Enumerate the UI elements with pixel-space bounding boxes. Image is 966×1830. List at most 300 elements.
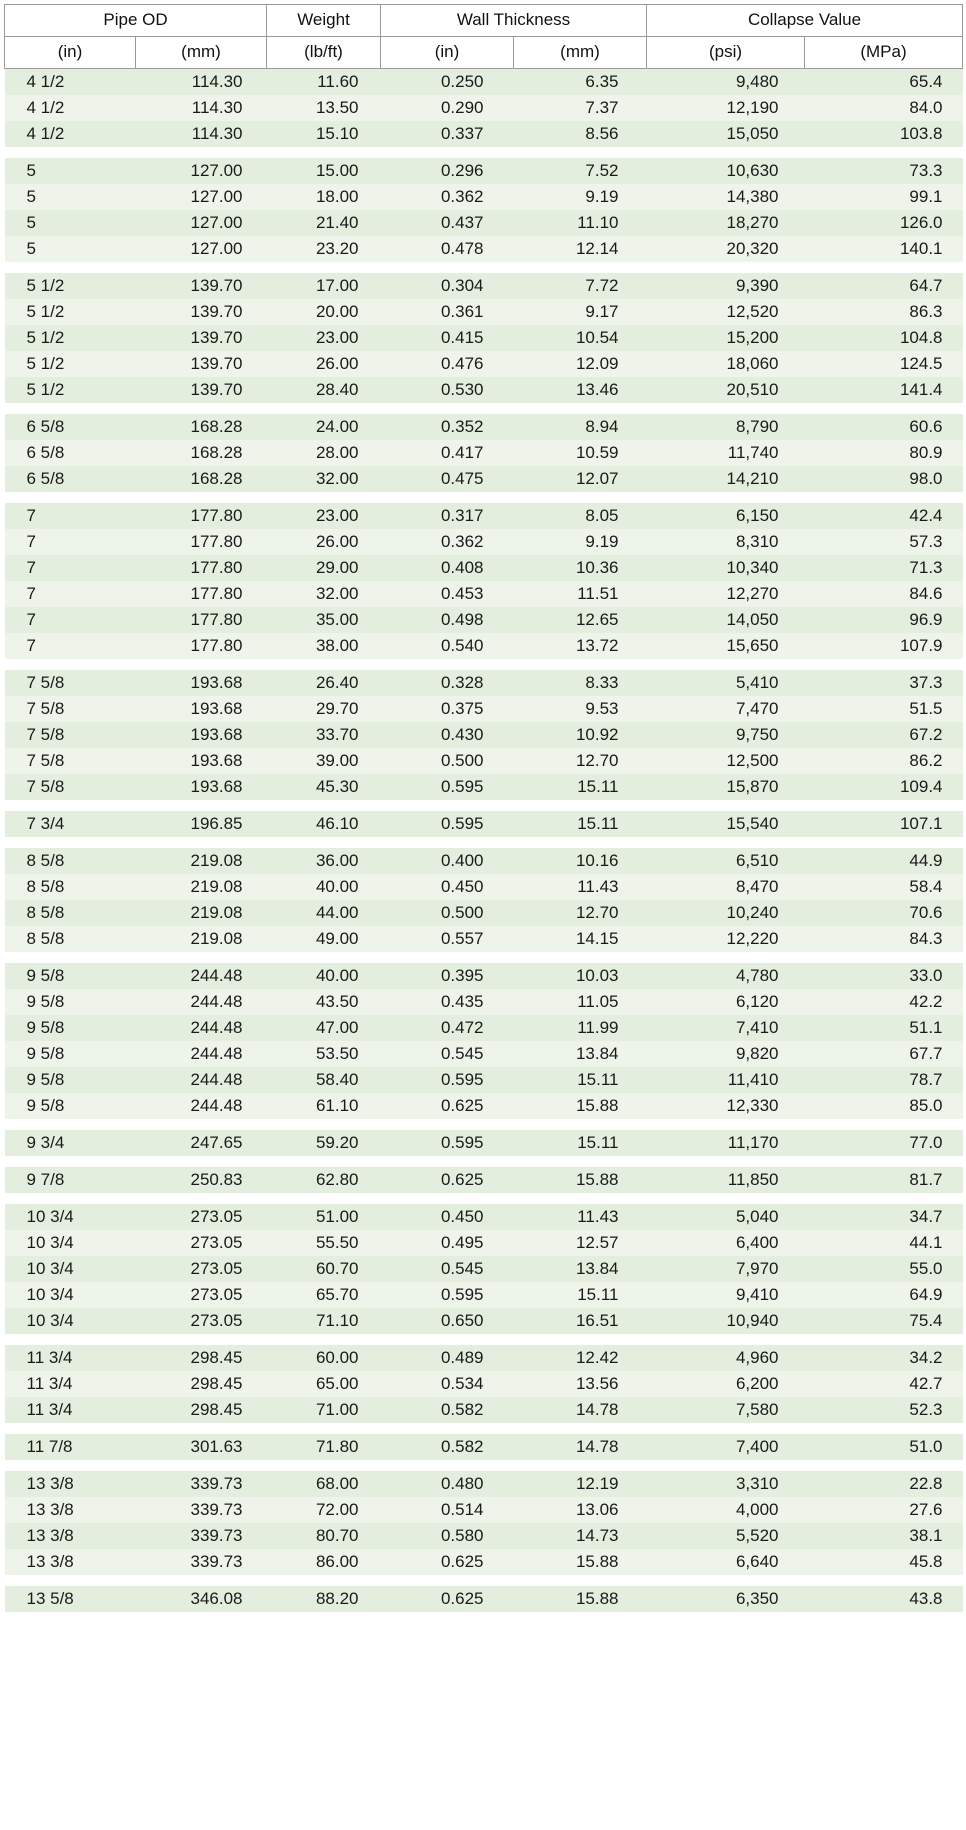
cell-psi: 18,270 (647, 210, 805, 236)
cell-tin: 0.430 (381, 722, 514, 748)
cell-psi: 7,580 (647, 1397, 805, 1423)
table-row (5, 1282, 963, 1308)
cell-wt: 68.00 (267, 1471, 381, 1497)
cell-wt: 88.20 (267, 1586, 381, 1612)
cell-psi: 6,350 (647, 1586, 805, 1612)
header-unit-collapse-psi: (psi) (647, 37, 805, 69)
cell-odmm: 339.73 (136, 1549, 267, 1575)
table-row (5, 69, 963, 96)
cell-tmm: 15.11 (514, 1130, 647, 1156)
cell-tmm: 11.05 (514, 989, 647, 1015)
header-unit-wall-mm: (mm) (514, 37, 647, 69)
cell-mpa: 99.1 (805, 184, 963, 210)
cell-od: 10 3/4 (5, 1230, 136, 1256)
table-row (5, 1471, 963, 1497)
cell-od: 8 5/8 (5, 848, 136, 874)
cell-mpa: 81.7 (805, 1167, 963, 1193)
cell-wt: 15.00 (267, 158, 381, 184)
header-group-wall-thickness: Wall Thickness (381, 5, 647, 37)
cell-wt: 45.30 (267, 774, 381, 800)
cell-mpa: 73.3 (805, 158, 963, 184)
cell-odmm: 273.05 (136, 1256, 267, 1282)
cell-wt: 53.50 (267, 1041, 381, 1067)
cell-od: 10 3/4 (5, 1308, 136, 1334)
cell-wt: 23.00 (267, 325, 381, 351)
cell-wt: 80.70 (267, 1523, 381, 1549)
cell-mpa: 109.4 (805, 774, 963, 800)
table-row (5, 1345, 963, 1371)
cell-od: 5 (5, 210, 136, 236)
table-row-spacer (5, 262, 963, 273)
cell-wt: 40.00 (267, 874, 381, 900)
cell-tin: 0.476 (381, 351, 514, 377)
table-row (5, 696, 963, 722)
cell-tin: 0.595 (381, 1067, 514, 1093)
cell-odmm: 127.00 (136, 236, 267, 262)
cell-od: 9 3/4 (5, 1130, 136, 1156)
cell-mpa: 141.4 (805, 377, 963, 403)
table-row-spacer (5, 1575, 963, 1586)
cell-wt: 44.00 (267, 900, 381, 926)
cell-tin: 0.352 (381, 414, 514, 440)
cell-wt: 47.00 (267, 1015, 381, 1041)
header-group-weight: Weight (267, 5, 381, 37)
cell-od: 7 5/8 (5, 748, 136, 774)
cell-tin: 0.362 (381, 184, 514, 210)
cell-od: 4 1/2 (5, 69, 136, 96)
cell-od: 5 (5, 158, 136, 184)
cell-tin: 0.361 (381, 299, 514, 325)
cell-wt: 26.00 (267, 351, 381, 377)
table-row-spacer (5, 659, 963, 670)
cell-mpa: 85.0 (805, 1093, 963, 1119)
cell-odmm: 273.05 (136, 1204, 267, 1230)
cell-odmm: 193.68 (136, 774, 267, 800)
spacer-cell (5, 800, 963, 811)
table-row-spacer (5, 492, 963, 503)
cell-psi: 6,150 (647, 503, 805, 529)
cell-odmm: 139.70 (136, 351, 267, 377)
cell-mpa: 58.4 (805, 874, 963, 900)
cell-wt: 65.70 (267, 1282, 381, 1308)
spacer-cell (5, 1460, 963, 1471)
header-units-row (5, 37, 963, 69)
cell-psi: 10,630 (647, 158, 805, 184)
table-row (5, 414, 963, 440)
cell-odmm: 273.05 (136, 1230, 267, 1256)
header-unit-od-in: (in) (5, 37, 136, 69)
cell-tin: 0.625 (381, 1167, 514, 1193)
table-row (5, 670, 963, 696)
cell-tin: 0.650 (381, 1308, 514, 1334)
cell-wt: 36.00 (267, 848, 381, 874)
cell-psi: 18,060 (647, 351, 805, 377)
cell-wt: 60.00 (267, 1345, 381, 1371)
cell-tmm: 13.84 (514, 1256, 647, 1282)
cell-od: 7 (5, 555, 136, 581)
cell-od: 6 5/8 (5, 414, 136, 440)
cell-wt: 26.40 (267, 670, 381, 696)
cell-psi: 7,970 (647, 1256, 805, 1282)
cell-mpa: 64.7 (805, 273, 963, 299)
table-row-spacer (5, 147, 963, 158)
cell-mpa: 96.9 (805, 607, 963, 633)
cell-od: 7 3/4 (5, 811, 136, 837)
cell-wt: 43.50 (267, 989, 381, 1015)
cell-tmm: 10.59 (514, 440, 647, 466)
cell-odmm: 301.63 (136, 1434, 267, 1460)
cell-wt: 20.00 (267, 299, 381, 325)
cell-tin: 0.489 (381, 1345, 514, 1371)
cell-wt: 86.00 (267, 1549, 381, 1575)
cell-tin: 0.450 (381, 1204, 514, 1230)
table-row-spacer (5, 1193, 963, 1204)
table-row (5, 299, 963, 325)
cell-tin: 0.495 (381, 1230, 514, 1256)
cell-mpa: 71.3 (805, 555, 963, 581)
cell-odmm: 127.00 (136, 210, 267, 236)
cell-odmm: 177.80 (136, 581, 267, 607)
cell-odmm: 346.08 (136, 1586, 267, 1612)
spacer-cell (5, 1423, 963, 1434)
cell-mpa: 45.8 (805, 1549, 963, 1575)
cell-wt: 51.00 (267, 1204, 381, 1230)
cell-mpa: 84.0 (805, 95, 963, 121)
cell-psi: 9,480 (647, 69, 805, 96)
cell-tmm: 8.33 (514, 670, 647, 696)
table-row (5, 1167, 963, 1193)
table-row-spacer (5, 1460, 963, 1471)
cell-tin: 0.400 (381, 848, 514, 874)
cell-tin: 0.328 (381, 670, 514, 696)
table-row (5, 273, 963, 299)
cell-od: 13 3/8 (5, 1497, 136, 1523)
cell-mpa: 27.6 (805, 1497, 963, 1523)
cell-tmm: 10.92 (514, 722, 647, 748)
cell-odmm: 298.45 (136, 1397, 267, 1423)
table-row (5, 325, 963, 351)
cell-tmm: 10.16 (514, 848, 647, 874)
cell-psi: 15,870 (647, 774, 805, 800)
cell-od: 7 (5, 529, 136, 555)
table-row (5, 1015, 963, 1041)
cell-tmm: 15.88 (514, 1586, 647, 1612)
cell-mpa: 43.8 (805, 1586, 963, 1612)
cell-mpa: 51.1 (805, 1015, 963, 1041)
cell-wt: 32.00 (267, 466, 381, 492)
cell-tin: 0.296 (381, 158, 514, 184)
cell-tmm: 7.37 (514, 95, 647, 121)
spacer-cell (5, 952, 963, 963)
spacer-cell (5, 492, 963, 503)
cell-wt: 60.70 (267, 1256, 381, 1282)
cell-psi: 12,330 (647, 1093, 805, 1119)
cell-tin: 0.498 (381, 607, 514, 633)
cell-psi: 12,500 (647, 748, 805, 774)
spacer-cell (5, 1334, 963, 1345)
cell-tin: 0.514 (381, 1497, 514, 1523)
cell-odmm: 247.65 (136, 1130, 267, 1156)
cell-tmm: 8.94 (514, 414, 647, 440)
cell-mpa: 64.9 (805, 1282, 963, 1308)
cell-tmm: 15.88 (514, 1549, 647, 1575)
cell-tin: 0.475 (381, 466, 514, 492)
table-row (5, 210, 963, 236)
cell-wt: 71.80 (267, 1434, 381, 1460)
cell-od: 9 5/8 (5, 1041, 136, 1067)
cell-od: 7 (5, 581, 136, 607)
table-row (5, 1549, 963, 1575)
cell-od: 11 3/4 (5, 1371, 136, 1397)
table-row (5, 581, 963, 607)
header-group-pipe-od: Pipe OD (5, 5, 267, 37)
cell-wt: 18.00 (267, 184, 381, 210)
cell-od: 8 5/8 (5, 926, 136, 952)
cell-tin: 0.478 (381, 236, 514, 262)
cell-mpa: 42.4 (805, 503, 963, 529)
cell-mpa: 107.1 (805, 811, 963, 837)
cell-tmm: 9.53 (514, 696, 647, 722)
cell-odmm: 114.30 (136, 121, 267, 147)
cell-mpa: 57.3 (805, 529, 963, 555)
cell-wt: 71.00 (267, 1397, 381, 1423)
table-row (5, 1434, 963, 1460)
cell-odmm: 127.00 (136, 184, 267, 210)
cell-od: 11 7/8 (5, 1434, 136, 1460)
cell-tin: 0.530 (381, 377, 514, 403)
cell-mpa: 75.4 (805, 1308, 963, 1334)
cell-tmm: 13.56 (514, 1371, 647, 1397)
table-row-spacer (5, 837, 963, 848)
cell-mpa: 60.6 (805, 414, 963, 440)
table-body (5, 69, 963, 1613)
spacer-cell (5, 147, 963, 158)
cell-mpa: 42.7 (805, 1371, 963, 1397)
cell-mpa: 44.1 (805, 1230, 963, 1256)
cell-odmm: 139.70 (136, 299, 267, 325)
cell-wt: 17.00 (267, 273, 381, 299)
cell-od: 5 1/2 (5, 299, 136, 325)
cell-od: 7 (5, 633, 136, 659)
cell-psi: 9,390 (647, 273, 805, 299)
table-row (5, 466, 963, 492)
cell-od: 7 (5, 503, 136, 529)
cell-tmm: 11.99 (514, 1015, 647, 1041)
cell-psi: 15,200 (647, 325, 805, 351)
cell-od: 13 3/8 (5, 1471, 136, 1497)
cell-psi: 15,650 (647, 633, 805, 659)
cell-tin: 0.304 (381, 273, 514, 299)
cell-mpa: 70.6 (805, 900, 963, 926)
cell-tmm: 9.17 (514, 299, 647, 325)
cell-tmm: 13.72 (514, 633, 647, 659)
table-row (5, 121, 963, 147)
cell-tmm: 12.70 (514, 748, 647, 774)
spacer-cell (5, 837, 963, 848)
cell-od: 5 1/2 (5, 325, 136, 351)
cell-odmm: 244.48 (136, 989, 267, 1015)
table-row (5, 184, 963, 210)
cell-wt: 15.10 (267, 121, 381, 147)
cell-tmm: 13.46 (514, 377, 647, 403)
header-group-collapse-value: Collapse Value (647, 5, 963, 37)
cell-mpa: 86.2 (805, 748, 963, 774)
cell-mpa: 84.3 (805, 926, 963, 952)
cell-od: 11 3/4 (5, 1397, 136, 1423)
cell-tin: 0.472 (381, 1015, 514, 1041)
cell-tmm: 15.88 (514, 1093, 647, 1119)
cell-psi: 12,520 (647, 299, 805, 325)
table-row (5, 1230, 963, 1256)
cell-mpa: 84.6 (805, 581, 963, 607)
spacer-cell (5, 659, 963, 670)
cell-tin: 0.500 (381, 900, 514, 926)
cell-tmm: 12.09 (514, 351, 647, 377)
spacer-cell (5, 1193, 963, 1204)
cell-tmm: 7.72 (514, 273, 647, 299)
table-row (5, 1371, 963, 1397)
cell-od: 9 5/8 (5, 963, 136, 989)
cell-psi: 9,750 (647, 722, 805, 748)
cell-psi: 14,380 (647, 184, 805, 210)
cell-odmm: 219.08 (136, 900, 267, 926)
cell-mpa: 126.0 (805, 210, 963, 236)
table-row (5, 748, 963, 774)
cell-tmm: 16.51 (514, 1308, 647, 1334)
cell-wt: 24.00 (267, 414, 381, 440)
table-row (5, 555, 963, 581)
cell-tmm: 11.43 (514, 874, 647, 900)
cell-wt: 38.00 (267, 633, 381, 659)
cell-od: 7 5/8 (5, 696, 136, 722)
cell-wt: 26.00 (267, 529, 381, 555)
table-row (5, 377, 963, 403)
cell-mpa: 37.3 (805, 670, 963, 696)
cell-mpa: 52.3 (805, 1397, 963, 1423)
cell-tmm: 10.54 (514, 325, 647, 351)
cell-mpa: 34.7 (805, 1204, 963, 1230)
table-row (5, 1204, 963, 1230)
cell-mpa: 78.7 (805, 1067, 963, 1093)
cell-odmm: 339.73 (136, 1497, 267, 1523)
cell-odmm: 127.00 (136, 158, 267, 184)
pipe-collapse-table (4, 4, 963, 1612)
table-row-spacer (5, 1156, 963, 1167)
cell-psi: 6,120 (647, 989, 805, 1015)
cell-od: 5 (5, 236, 136, 262)
cell-psi: 20,320 (647, 236, 805, 262)
cell-wt: 49.00 (267, 926, 381, 952)
cell-tin: 0.540 (381, 633, 514, 659)
header-unit-wall-in: (in) (381, 37, 514, 69)
cell-od: 9 5/8 (5, 1093, 136, 1119)
cell-tmm: 15.11 (514, 1282, 647, 1308)
spacer-cell (5, 403, 963, 414)
cell-tin: 0.435 (381, 989, 514, 1015)
cell-psi: 7,400 (647, 1434, 805, 1460)
cell-wt: 71.10 (267, 1308, 381, 1334)
table-row (5, 351, 963, 377)
cell-odmm: 114.30 (136, 95, 267, 121)
cell-mpa: 55.0 (805, 1256, 963, 1282)
table-row (5, 158, 963, 184)
cell-psi: 5,040 (647, 1204, 805, 1230)
cell-tmm: 11.43 (514, 1204, 647, 1230)
table-row (5, 95, 963, 121)
cell-tmm: 12.70 (514, 900, 647, 926)
cell-odmm: 114.30 (136, 69, 267, 96)
cell-odmm: 339.73 (136, 1523, 267, 1549)
header-unit-collapse-mpa: (MPa) (805, 37, 963, 69)
cell-tmm: 12.19 (514, 1471, 647, 1497)
cell-psi: 20,510 (647, 377, 805, 403)
cell-mpa: 98.0 (805, 466, 963, 492)
cell-od: 10 3/4 (5, 1256, 136, 1282)
cell-tin: 0.545 (381, 1256, 514, 1282)
cell-tin: 0.582 (381, 1397, 514, 1423)
cell-wt: 62.80 (267, 1167, 381, 1193)
table-row-spacer (5, 1423, 963, 1434)
cell-wt: 32.00 (267, 581, 381, 607)
cell-psi: 8,310 (647, 529, 805, 555)
spacer-cell (5, 1575, 963, 1586)
cell-odmm: 244.48 (136, 1015, 267, 1041)
table-row-spacer (5, 1334, 963, 1345)
cell-tin: 0.408 (381, 555, 514, 581)
cell-tin: 0.595 (381, 811, 514, 837)
cell-odmm: 244.48 (136, 1041, 267, 1067)
cell-tin: 0.250 (381, 69, 514, 96)
cell-wt: 65.00 (267, 1371, 381, 1397)
cell-tmm: 9.19 (514, 529, 647, 555)
cell-od: 7 5/8 (5, 774, 136, 800)
cell-mpa: 51.5 (805, 696, 963, 722)
table-row (5, 236, 963, 262)
cell-tin: 0.337 (381, 121, 514, 147)
cell-wt: 28.40 (267, 377, 381, 403)
cell-psi: 9,820 (647, 1041, 805, 1067)
cell-psi: 14,050 (647, 607, 805, 633)
cell-mpa: 80.9 (805, 440, 963, 466)
cell-tin: 0.453 (381, 581, 514, 607)
cell-mpa: 103.8 (805, 121, 963, 147)
cell-tin: 0.582 (381, 1434, 514, 1460)
cell-tin: 0.417 (381, 440, 514, 466)
cell-psi: 12,270 (647, 581, 805, 607)
cell-mpa: 140.1 (805, 236, 963, 262)
table-row (5, 926, 963, 952)
cell-psi: 7,410 (647, 1015, 805, 1041)
cell-tmm: 9.19 (514, 184, 647, 210)
cell-tin: 0.500 (381, 748, 514, 774)
cell-odmm: 177.80 (136, 607, 267, 633)
cell-wt: 46.10 (267, 811, 381, 837)
cell-mpa: 44.9 (805, 848, 963, 874)
cell-psi: 10,940 (647, 1308, 805, 1334)
cell-psi: 6,200 (647, 1371, 805, 1397)
cell-psi: 6,400 (647, 1230, 805, 1256)
table-row (5, 722, 963, 748)
cell-tmm: 13.06 (514, 1497, 647, 1523)
cell-wt: 21.40 (267, 210, 381, 236)
cell-mpa: 86.3 (805, 299, 963, 325)
cell-tmm: 8.56 (514, 121, 647, 147)
cell-mpa: 34.2 (805, 1345, 963, 1371)
cell-odmm: 177.80 (136, 633, 267, 659)
table-row (5, 1308, 963, 1334)
cell-tin: 0.534 (381, 1371, 514, 1397)
cell-od: 9 5/8 (5, 1015, 136, 1041)
